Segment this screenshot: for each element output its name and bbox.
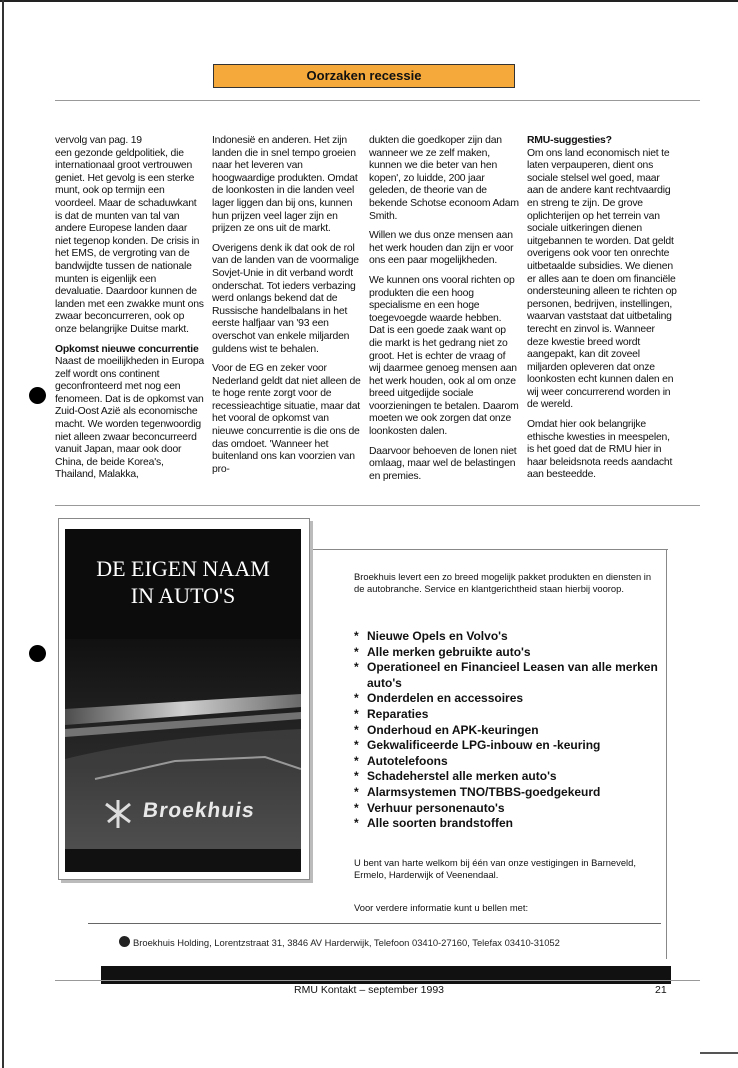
ad-photo-title-line: DE EIGEN NAAM bbox=[96, 556, 270, 581]
list-item: * Alarmsystemen TNO/TBBS-goedgekeurd bbox=[354, 785, 664, 801]
advertisement bbox=[58, 518, 668, 963]
list-item: * Onderdelen en accessoires bbox=[354, 691, 664, 707]
page-number: 21 bbox=[655, 984, 667, 996]
list-item: * Alle merken gebruikte auto's bbox=[354, 645, 664, 661]
list-item: * Verhuur personenauto's bbox=[354, 801, 664, 817]
list-item: * Autotelefoons bbox=[354, 754, 664, 770]
paragraph: Om ons land economisch niet te laten verpauperen, dient ons sociale stelsel wel goed, maar aan de andere kant rechtvaardig en streng te zijn. De grove oplichterijen op het terrein van sociale uitkeringen dienen uitgebannen te worden. Dat geldt overigens ook voor ten onrechte uitbetaalde subsidies. We dienen er alles aan te doen om financiële ondersteuning alleen te richten op personen, bedrijven, instellingen, waarvan vaststaat dat uitbetaling terecht en zinvol is. Wanneer deze kwestie breed wordt aangepakt, kan dit zoveel miljarden opleveren dat onze loonkosten echt kunnen dalen en wij weer concurrerend worden in de wereld. bbox=[527, 147, 677, 411]
section-title: Oorzaken recessie bbox=[213, 64, 515, 88]
list-item: * Reparaties bbox=[354, 707, 664, 723]
ad-photo bbox=[65, 529, 301, 872]
ad-bottom-bar bbox=[101, 966, 671, 984]
ad-welcome: U bent van harte welkom bij één van onze vestigingen in Barneveld, Ermelo, Harderwijk of Veenendaal. bbox=[354, 857, 636, 880]
list-item: * Operationeel en Financieel Leasen van alle merken auto's bbox=[354, 660, 664, 691]
list-item: * Nieuwe Opels en Volvo's bbox=[354, 629, 664, 645]
paragraph: Omdat hier ook belangrijke ethische kwesties in meespelen, is het goed dat de RMU hier in haar beleidsnota reeds aandacht aan besteedde. bbox=[527, 419, 673, 481]
broekhuis-logo-icon bbox=[119, 936, 130, 947]
ad-photo-logo: Broekhuis bbox=[141, 799, 257, 822]
ad-rule bbox=[88, 923, 661, 924]
subheading: Opkomst nieuwe concurrentie bbox=[55, 343, 199, 355]
ad-border bbox=[666, 549, 667, 959]
paragraph: Overigens denk ik dat ook de rol van de landen van de voormalige Sovjet-Unie in dit verband wordt onderschat. Tot ieders verbazing werd onlangs bekend dat de Russische handelbalans in het eerste halfjaar van '93 een overschot van enkele miljarden guldens wist te behalen. bbox=[212, 242, 359, 355]
footer-publication: RMU Kontakt – september 1993 bbox=[294, 984, 444, 996]
list-item: * Onderhoud en APK-keuringen bbox=[354, 723, 664, 739]
scan-mark bbox=[700, 1052, 738, 1054]
list-item: * Alle soorten brandstoffen bbox=[354, 816, 664, 832]
paragraph: dukten die goedkoper zijn dan wanneer we ze zelf maken, kunnen we die beter van hen kopen', zo luidde, 200 jaar geleden, de theorie van de bekende Schotse econoom Adam Smith. bbox=[369, 135, 519, 222]
top-rule bbox=[55, 100, 700, 101]
list-item: * Gekwalificeerde LPG-inbouw en -keuring bbox=[354, 738, 664, 754]
article-column-2 bbox=[212, 135, 362, 483]
ad-address-text: Broekhuis Holding, Lorentzstraat 31, 3846 AV Harderwijk, Telefoon 03410-27160, Telefax 03410-31052 bbox=[133, 937, 560, 948]
ad-services-list bbox=[354, 629, 664, 832]
ad-intro: Broekhuis levert een zo breed mogelijk pakket produkten en diensten in de autobranche. Service en klantgerichtheid staan hierbij voorop. bbox=[354, 571, 652, 594]
page-left-border bbox=[2, 0, 4, 1068]
binder-hole-icon bbox=[29, 645, 46, 662]
ad-contact: Voor verdere informatie kunt u bellen met: bbox=[354, 902, 529, 913]
paragraph: Daarvoor behoeven de lonen niet omlaag, maar wel de belastingen en premies. bbox=[369, 445, 517, 482]
subheading: RMU-suggesties? bbox=[527, 135, 612, 146]
paragraph: een gezonde geldpolitiek, die internationaal groot vertrouwen geniet. Het gevolg is een sterke munt, ook op termijn een voordeel. Maar de schaduwkant is dat de munten van tal van andere Europese landen daar niet tegenop konden. De crisis in het EMS, de vergroting van de bandwijdte tussen de nationale munten is eigenlijk een devaluatie. Daardoor kunnen de landen met een zwakke munt ons zwaar beconcurreren, ook op onze belangrijke Duitse markt. bbox=[55, 147, 204, 335]
article-column-3 bbox=[369, 135, 519, 490]
bottom-rule bbox=[55, 980, 700, 981]
paragraph: Voor de EG en zeker voor Nederland geldt dat niet alleen de te hoge rente zorgt voor de recessieachtige situatie, maar dat het vooral de opkomst van nieuwe concurrentie is die ons de das omdoet. 'Wanneer het buitenland ons kan voorzien van pro- bbox=[212, 363, 361, 475]
paragraph: We kunnen ons vooral richten op produkten die een hoog specialisme en een hoge toegevoegde waarde hebben. Dat is een goede zaak want op die markt is het gedrang niet zo groot. Het is echter de vraag of wij daarmee genoeg mensen aan het werk houden, ook al om onze breed uitgedijde sociale voorzieningen te betalen. Daarom moeten we ook zorgen dat onze loonkosten dalen. bbox=[369, 274, 519, 438]
ad-address bbox=[119, 936, 659, 949]
article-column-4 bbox=[527, 135, 677, 489]
paragraph: Naast de moeilijkheden in Europa zelf wordt ons continent geconfronteerd met nog een fenomeen. Dat is de opkomst van Zuid-Oost Azië als economische macht. We worden tegenwoordig niet alleen zwaar beconcurreerd vanuit Japan, maar ook door China, de beide Korea's, Thailand, Malakka, bbox=[55, 356, 204, 481]
paragraph: Willen we dus onze mensen aan het werk houden dan zijn er voor ons een paar mogelijkheden. bbox=[369, 230, 514, 267]
page-top-border bbox=[0, 0, 738, 12]
binder-hole-icon bbox=[29, 387, 46, 404]
ad-photo-frame bbox=[58, 518, 310, 880]
middle-rule bbox=[55, 505, 700, 506]
ad-border bbox=[308, 549, 668, 550]
paragraph: Indonesië en anderen. Het zijn landen die in snel tempo groeien naar het leveren van hoogwaardige produkten. Omdat de loonkosten in die landen veel lager liggen dan bij ons, kunnen hun prijzen veel lager zijn en prijzen ze ons uit de markt. bbox=[212, 135, 358, 235]
article-column-1 bbox=[55, 135, 205, 489]
list-item: * Schadeherstel alle merken auto's bbox=[354, 769, 664, 785]
continued-from: vervolg van pag. 19 bbox=[55, 135, 142, 146]
ad-photo-title-line: IN AUTO'S bbox=[130, 583, 236, 608]
